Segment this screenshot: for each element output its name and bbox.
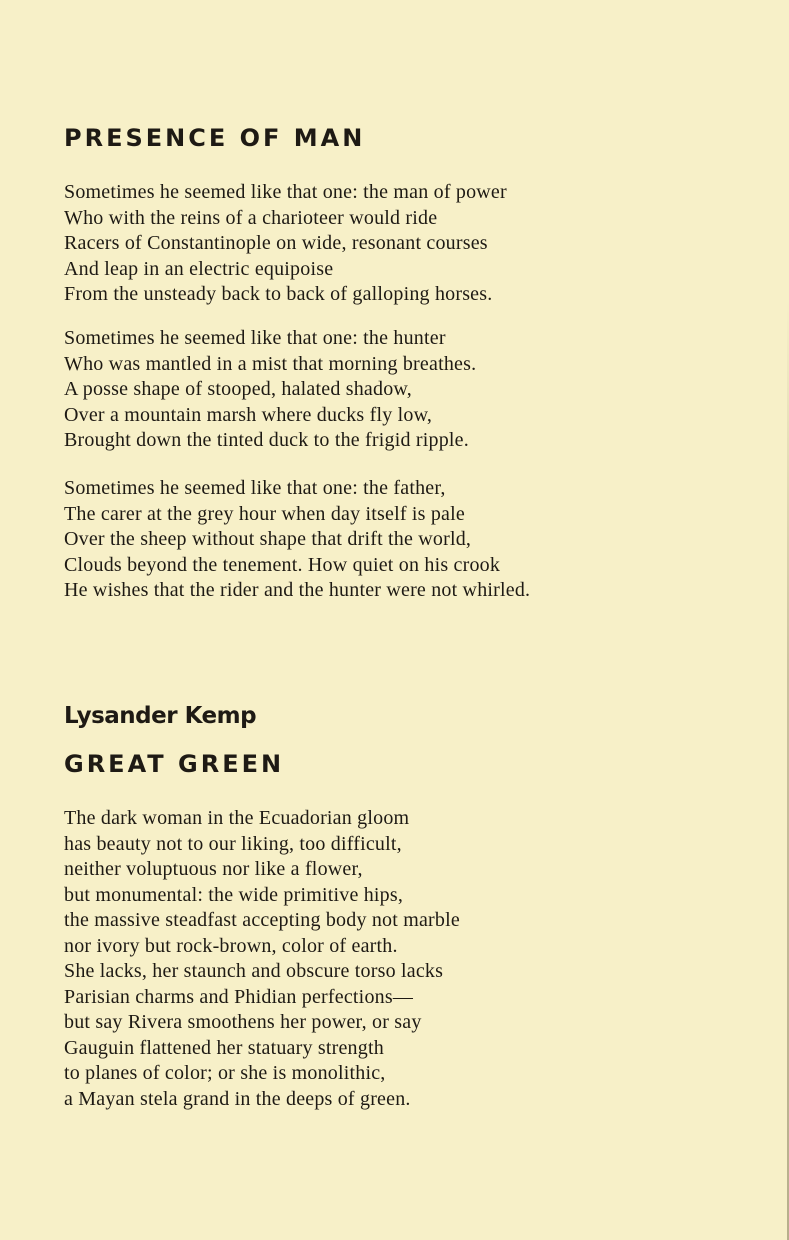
- poem1-stanza-2: [64, 326, 476, 454]
- poem-line: He wishes that the rider and the hunter were not whirled.: [64, 579, 531, 601]
- poem-line: The carer at the grey hour when day itself is pale: [64, 502, 465, 525]
- poem-line: the massive steadfast accepting body not marble: [64, 909, 460, 931]
- poem-line: From the unsteady back to back of galloping horses.: [64, 283, 493, 305]
- poem-line: but monumental: the wide primitive hips,: [64, 883, 404, 906]
- poem-line: Sometimes he seemed like that one: the father,: [64, 477, 446, 499]
- poem-line: to planes of color; or she is monolithic,: [64, 1062, 386, 1084]
- poem-title-presence-of-man: PRESENCE OF MAN: [64, 124, 366, 152]
- poem-line: Sometimes he seemed like that one: the hunter: [64, 327, 446, 349]
- poem-line: a Mayan stela grand in the deeps of green.: [64, 1087, 411, 1110]
- poem1-stanza-1: [64, 180, 507, 308]
- poem2-stanza-1: [64, 806, 460, 1112]
- poem-line: A posse shape of stooped, halated shadow,: [64, 378, 412, 400]
- poem-line: Over a mountain marsh where ducks fly low,: [64, 403, 433, 426]
- poem-line: Gauguin flattened her statuary strength: [64, 1036, 384, 1059]
- poem-line: She lacks, her staunch and obscure torso lacks: [64, 960, 444, 982]
- poem-line: Over the sheep without shape that drift the world,: [64, 528, 472, 550]
- poem-line: The dark woman in the Ecuadorian gloom: [64, 807, 410, 829]
- poem1-stanza-3: [64, 476, 530, 604]
- poem-title-great-green: GREAT GREEN: [64, 750, 285, 778]
- poem-line: Who was mantled in a mist that morning breathes.: [64, 352, 477, 375]
- poem-line: Who with the reins of a charioteer would ride: [64, 206, 438, 229]
- author-name: Lysander Kemp: [64, 703, 257, 729]
- poem-line: but say Rivera smoothens her power, or say: [64, 1011, 422, 1033]
- poem-line: neither voluptuous nor like a flower,: [64, 858, 363, 880]
- poem-line: nor ivory but rock-brown, color of earth.: [64, 934, 398, 957]
- poem-line: Clouds beyond the tenement. How quiet on his crook: [64, 553, 501, 576]
- poem-line: has beauty not to our liking, too difficult,: [64, 832, 402, 855]
- poem-line: And leap in an electric equipoise: [64, 257, 334, 280]
- poem-line: Racers of Constantinople on wide, resonant courses: [64, 232, 488, 254]
- poem-line: Brought down the tinted duck to the frigid ripple.: [64, 429, 469, 451]
- poem-line: Sometimes he seemed like that one: the man of power: [64, 181, 507, 203]
- poem-line: Parisian charms and Phidian perfections—: [64, 985, 414, 1008]
